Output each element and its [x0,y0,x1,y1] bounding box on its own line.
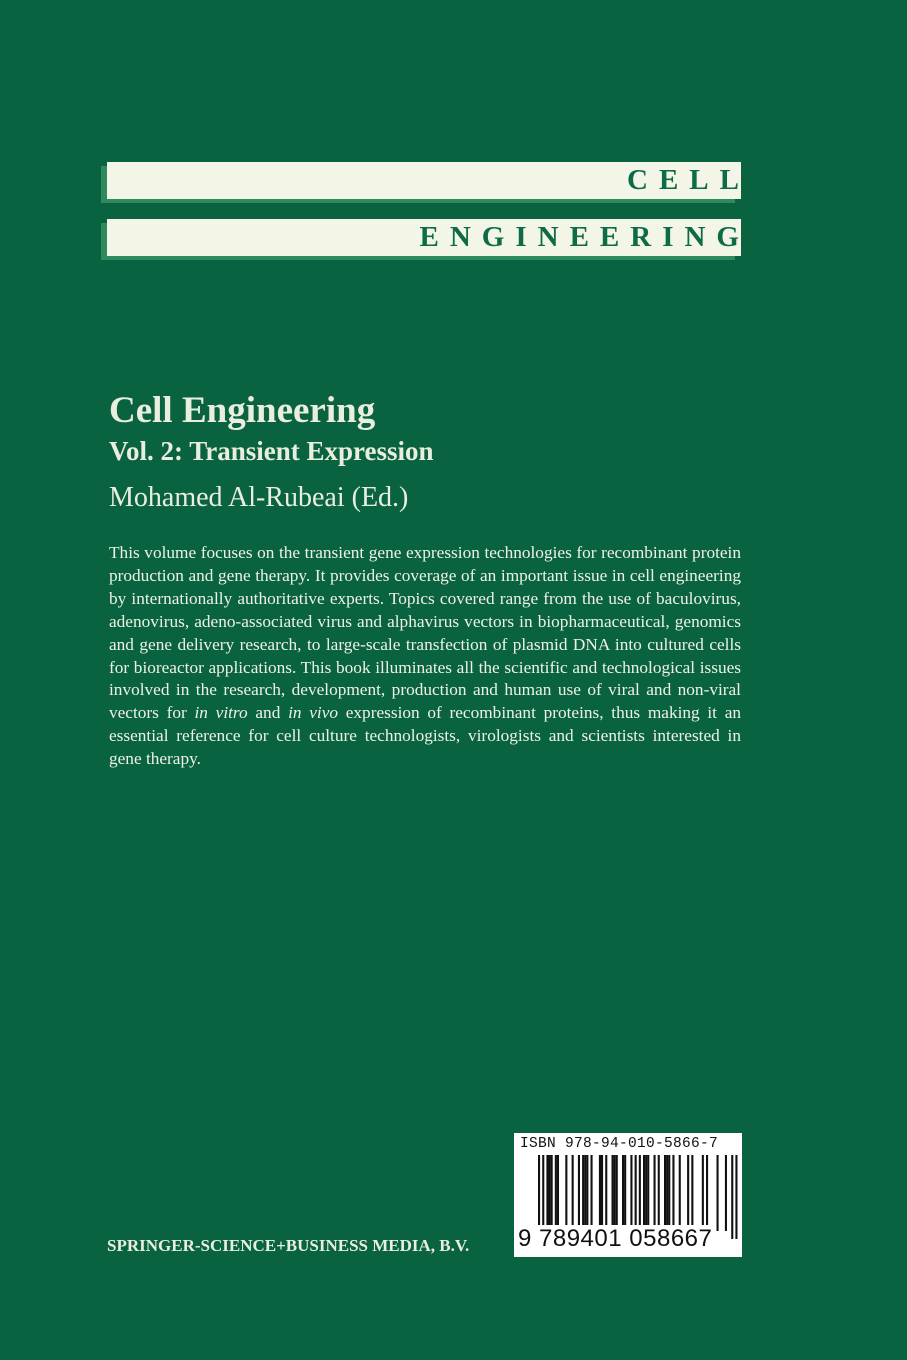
barcode-bar-12 [586,1155,588,1231]
barcode-bar-34 [679,1155,681,1231]
book-subtitle: Vol. 2: Transient Expression [109,436,434,466]
description-part-2: and [247,703,289,723]
barcode-digits: 9 789401 058667 [518,1225,713,1252]
barcode-bar-42 [735,1155,737,1239]
barcode-bar-9 [578,1155,580,1231]
barcode-bar-17 [612,1155,614,1231]
barcode-bar-8 [572,1155,574,1231]
barcode-bar-36 [691,1155,693,1231]
barcode-bar-7 [565,1155,567,1231]
barcode-bar-4 [551,1155,553,1231]
barcode-bar-6 [557,1155,559,1231]
book-author: Mohamed Al-Rubeai (Ed.) [109,482,409,513]
barcode-bar-19 [616,1155,618,1231]
barcode-bar-25 [643,1155,645,1231]
barcode-bar-11 [584,1155,586,1231]
barcode-bar-20 [622,1155,624,1231]
barcode-bar-18 [614,1155,616,1231]
barcode-bar-40 [725,1155,727,1231]
barcode-bar-29 [658,1155,660,1231]
barcode-bar-13 [591,1155,593,1231]
barcode-bar-5 [555,1155,557,1231]
description-part-3: expression of recombinant proteins, thus making it an essential reference for cell culture technologists, virologists and scientists interested in gene therapy. [109,703,742,769]
barcode-bar-16 [605,1155,607,1231]
barcode-bar-31 [666,1155,668,1231]
barcode-bar-32 [668,1155,670,1231]
barcode-bar-27 [647,1155,649,1231]
series-name-line2: ENGINEERING [419,221,750,253]
barcode-bar-33 [672,1155,674,1231]
barcode-bar-21 [624,1155,626,1231]
isbn-barcode [514,1133,742,1257]
barcode-bar-39 [717,1155,719,1231]
series-band-cell [107,162,750,199]
isbn-label: ISBN 978-94-010-5866-7 [520,1136,719,1152]
barcode-bar-38 [706,1155,708,1231]
description-italic-in-vitro: in vitro [194,703,248,723]
description-part-1: This volume focuses on the transient gene expression technologies for recombinant protein production and gene therapy. It provides coverage of an important issue in cell engineering by internationally authoritative experts. Topics covered range from the use of baculovirus, adenovirus, adeno-associated virus and alphavirus vectors in biopharmaceutical, genomics and gene delivery research, to large-scale transfection of plasmid DNA into cultured cells for bioreactor applications. This book illuminates all the scientific and technological issues involved in the research, development, production and human use of viral and non-viral vectors for [109,543,741,723]
barcode-bar-35 [687,1155,689,1231]
barcode-bar-3 [549,1155,551,1231]
barcode-bar-14 [599,1155,601,1231]
barcode-bar-15 [601,1155,603,1231]
barcode-bar-28 [654,1155,656,1231]
barcode-bar-41 [731,1155,733,1239]
barcode-bar-37 [702,1155,704,1231]
series-name-line1: CELL [627,164,750,196]
barcode-bar-22 [630,1155,632,1231]
barcode-bar-26 [645,1155,647,1231]
description-italic-in-vivo: in vivo [288,703,339,723]
barcode-bar-2 [546,1155,548,1231]
book-title: Cell Engineering [109,390,376,431]
book-description [109,542,741,771]
series-band-engineering [107,219,750,256]
barcode-bar-10 [582,1155,584,1231]
publisher-name: SPRINGER-SCIENCE+BUSINESS MEDIA, B.V. [107,1236,470,1255]
barcode-bar-30 [664,1155,666,1231]
